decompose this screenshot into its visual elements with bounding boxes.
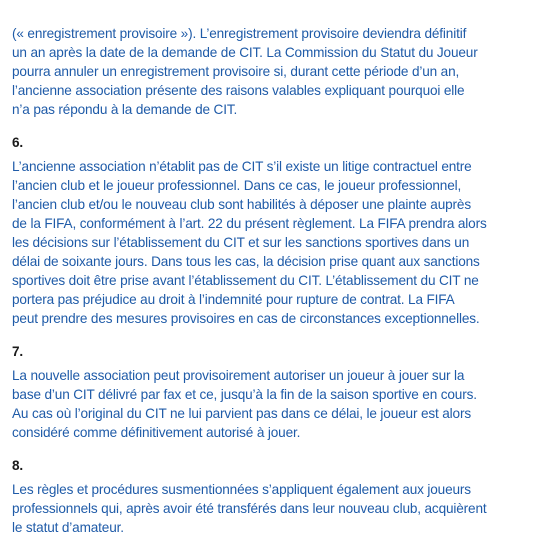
spacer [12,119,528,133]
spacer [12,442,528,456]
section-6-paragraph: L’ancienne association n’établit pas de CIT s’il existe un litige contractuel entre l’ancien club et le joueur professionnel. Dans ce cas, le joueur professionnel, l’ancien club et/ou le nouveau club sont habilités à déposer une plainte auprès de la FIFA, conformément à l’art. 22 du présent règlement. La FIFA prendra alors les décisions sur l’établissement du CIT et sur les sanctions sportives dans un délai de soixante jours. Dans tous les cas, la décision prise quant aux sanctions sportives doit être prise avant l’établissement du CIT. L’établissement du CIT ne portera pas préjudice au droit à l’indemnité pour rupture de contrat. La FIFA peut prendre des mesures provisoires en cas de circonstances exceptionnelles. [12,159,487,326]
section-number-6: 6. [12,135,24,150]
section-7-paragraph: La nouvelle association peut provisoirement autoriser un joueur à jouer sur la base d’un CIT délivré par fax et ce, jusqu’à la fin de la saison sportive en cours. Au cas où l’original du CIT ne lui parvient pas dans ce délai, le joueur est alors considéré comme définitivement autorisé à jouer. [12,368,477,440]
spacer [12,328,528,342]
section-8-paragraph: Les règles et procédures susmentionnées s’appliquent également aux joueurs professionnels qui, après avoir été transférés dans leur nouveau club, acquièrent le statut d’amateur. [12,482,487,535]
section-number-8: 8. [12,458,24,473]
document-page [12,24,528,537]
section-number-7: 7. [12,344,24,359]
intro-paragraph: (« enregistrement provisoire »). L’enregistrement provisoire deviendra définitif un an après la date de la demande de CIT. La Commission du Statut du Joueur pourra annuler un enregistrement provisoire si, durant cette période d’un an, l’ancienne association présente des raisons valables expliquant pourquoi elle n’a pas répondu à la demande de CIT. [12,26,478,117]
